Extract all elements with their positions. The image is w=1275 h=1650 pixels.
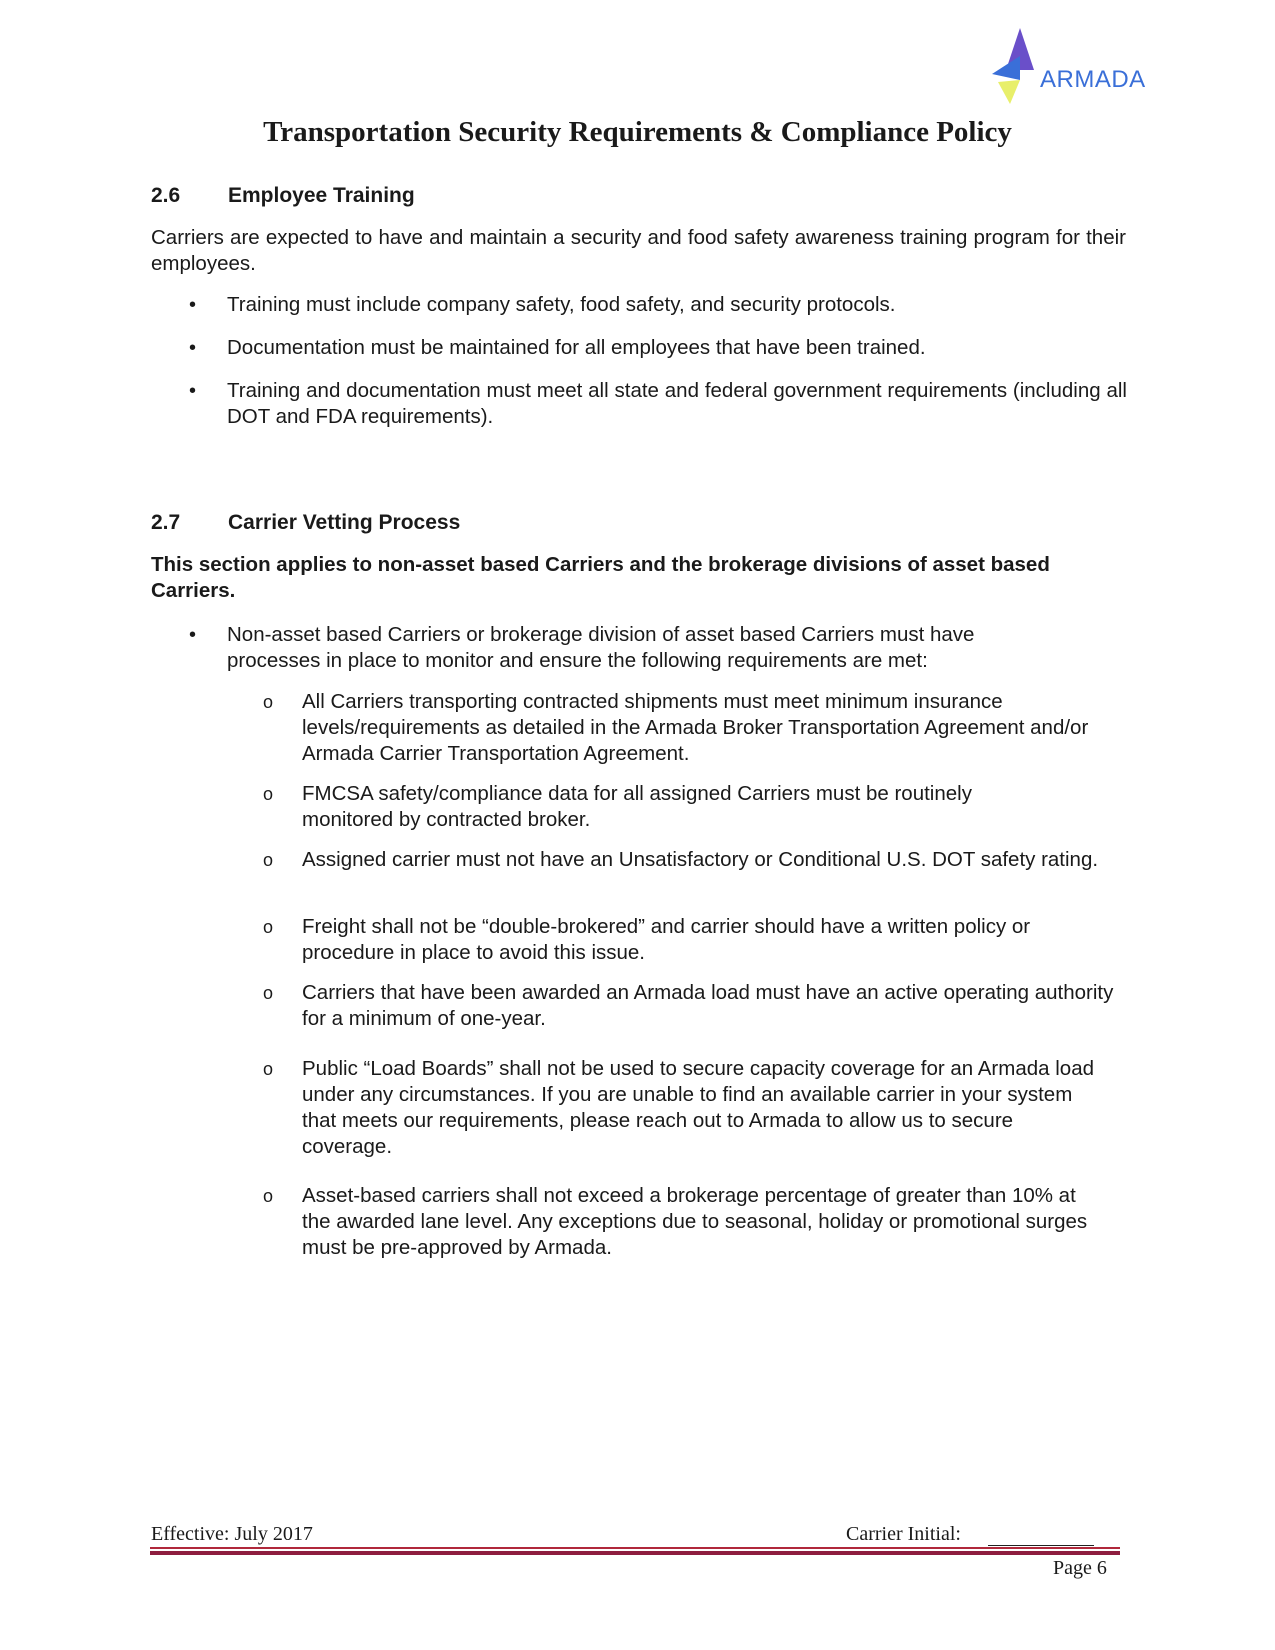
sub-list-item: Asset-based carriers shall not exceed a brokerage percentage of greater than 10% at the awarded lane level. Any exceptions due to seasonal, holiday or promotional surges must be pre-approved by Armada. bbox=[302, 1184, 1088, 1259]
section-intro-paragraph: Carriers are expected to have and maintain a security and food safety awareness training program for their employees. bbox=[151, 226, 1126, 275]
sub-bullet-marker: o bbox=[263, 850, 274, 870]
sub-bullet-marker: o bbox=[263, 1059, 274, 1079]
section-title: Carrier Vetting Process bbox=[228, 511, 461, 534]
sub-list-item: Freight shall not be “double-brokered” and carrier should have a written policy or procedure in place to avoid this issue. bbox=[302, 915, 1031, 964]
section-number: 2.6 bbox=[151, 184, 181, 207]
bullet-marker: • bbox=[189, 380, 197, 402]
list-item: Training and documentation must meet all state and federal government requirements (including all DOT and FDA requirements). bbox=[227, 379, 1127, 428]
carrier-initial-field[interactable] bbox=[988, 1545, 1094, 1546]
section-number: 2.7 bbox=[151, 511, 181, 534]
section-heading-employee-training bbox=[151, 184, 415, 208]
footer-rule bbox=[150, 1547, 1120, 1549]
sub-list-item: Public “Load Boards” shall not be used to secure capacity coverage for an Armada load under any circumstances. If you are unable to find an available carrier in your system that meets our requirements, please reach out to Armada to allow us to secure coverage. bbox=[302, 1057, 1094, 1158]
section-applies-note: This section applies to non-asset based Carriers and the brokerage divisions of asset based Carriers. bbox=[151, 553, 1050, 602]
bullet-marker: • bbox=[189, 294, 197, 316]
sub-list-item: FMCSA safety/compliance data for all assigned Carriers must be routinely monitored by contracted broker. bbox=[302, 782, 972, 831]
armada-logo bbox=[990, 24, 1180, 104]
footer-rule-thick bbox=[150, 1551, 1120, 1555]
footer-carrier-initial-label: Carrier Initial: bbox=[846, 1523, 961, 1545]
armada-logo-text: ARMADA bbox=[1040, 66, 1146, 93]
list-item: Documentation must be maintained for all employees that have been trained. bbox=[227, 336, 926, 359]
bullet-marker: • bbox=[189, 624, 197, 646]
page-number: Page 6 bbox=[1053, 1557, 1107, 1579]
sub-bullet-marker: o bbox=[263, 983, 274, 1003]
document-title: Transportation Security Requirements & Compliance Policy bbox=[263, 116, 1012, 148]
list-item: Training must include company safety, food safety, and security protocols. bbox=[227, 293, 896, 316]
sub-bullet-marker: o bbox=[263, 917, 274, 937]
sub-list-item: All Carriers transporting contracted shipments must meet minimum insurance levels/requirements as detailed in the Armada Broker Transportation Agreement and/or Armada Carrier Transportation Agreement. bbox=[302, 690, 1089, 765]
bullet-marker: • bbox=[189, 337, 197, 359]
footer-effective-date: Effective: July 2017 bbox=[151, 1523, 313, 1545]
sub-bullet-marker: o bbox=[263, 692, 274, 712]
sub-bullet-marker: o bbox=[263, 784, 274, 804]
section-title: Employee Training bbox=[228, 184, 415, 207]
sub-list-item: Carriers that have been awarded an Armada load must have an active operating authority for a minimum of one-year. bbox=[302, 981, 1114, 1030]
section-heading-carrier-vetting bbox=[151, 511, 460, 535]
list-item: Non-asset based Carriers or brokerage division of asset based Carriers must have processes in place to monitor and ensure the following requirements are met: bbox=[227, 623, 975, 672]
sub-bullet-marker: o bbox=[263, 1186, 274, 1206]
sub-list-item: Assigned carrier must not have an Unsatisfactory or Conditional U.S. DOT safety rating. bbox=[302, 848, 1099, 871]
